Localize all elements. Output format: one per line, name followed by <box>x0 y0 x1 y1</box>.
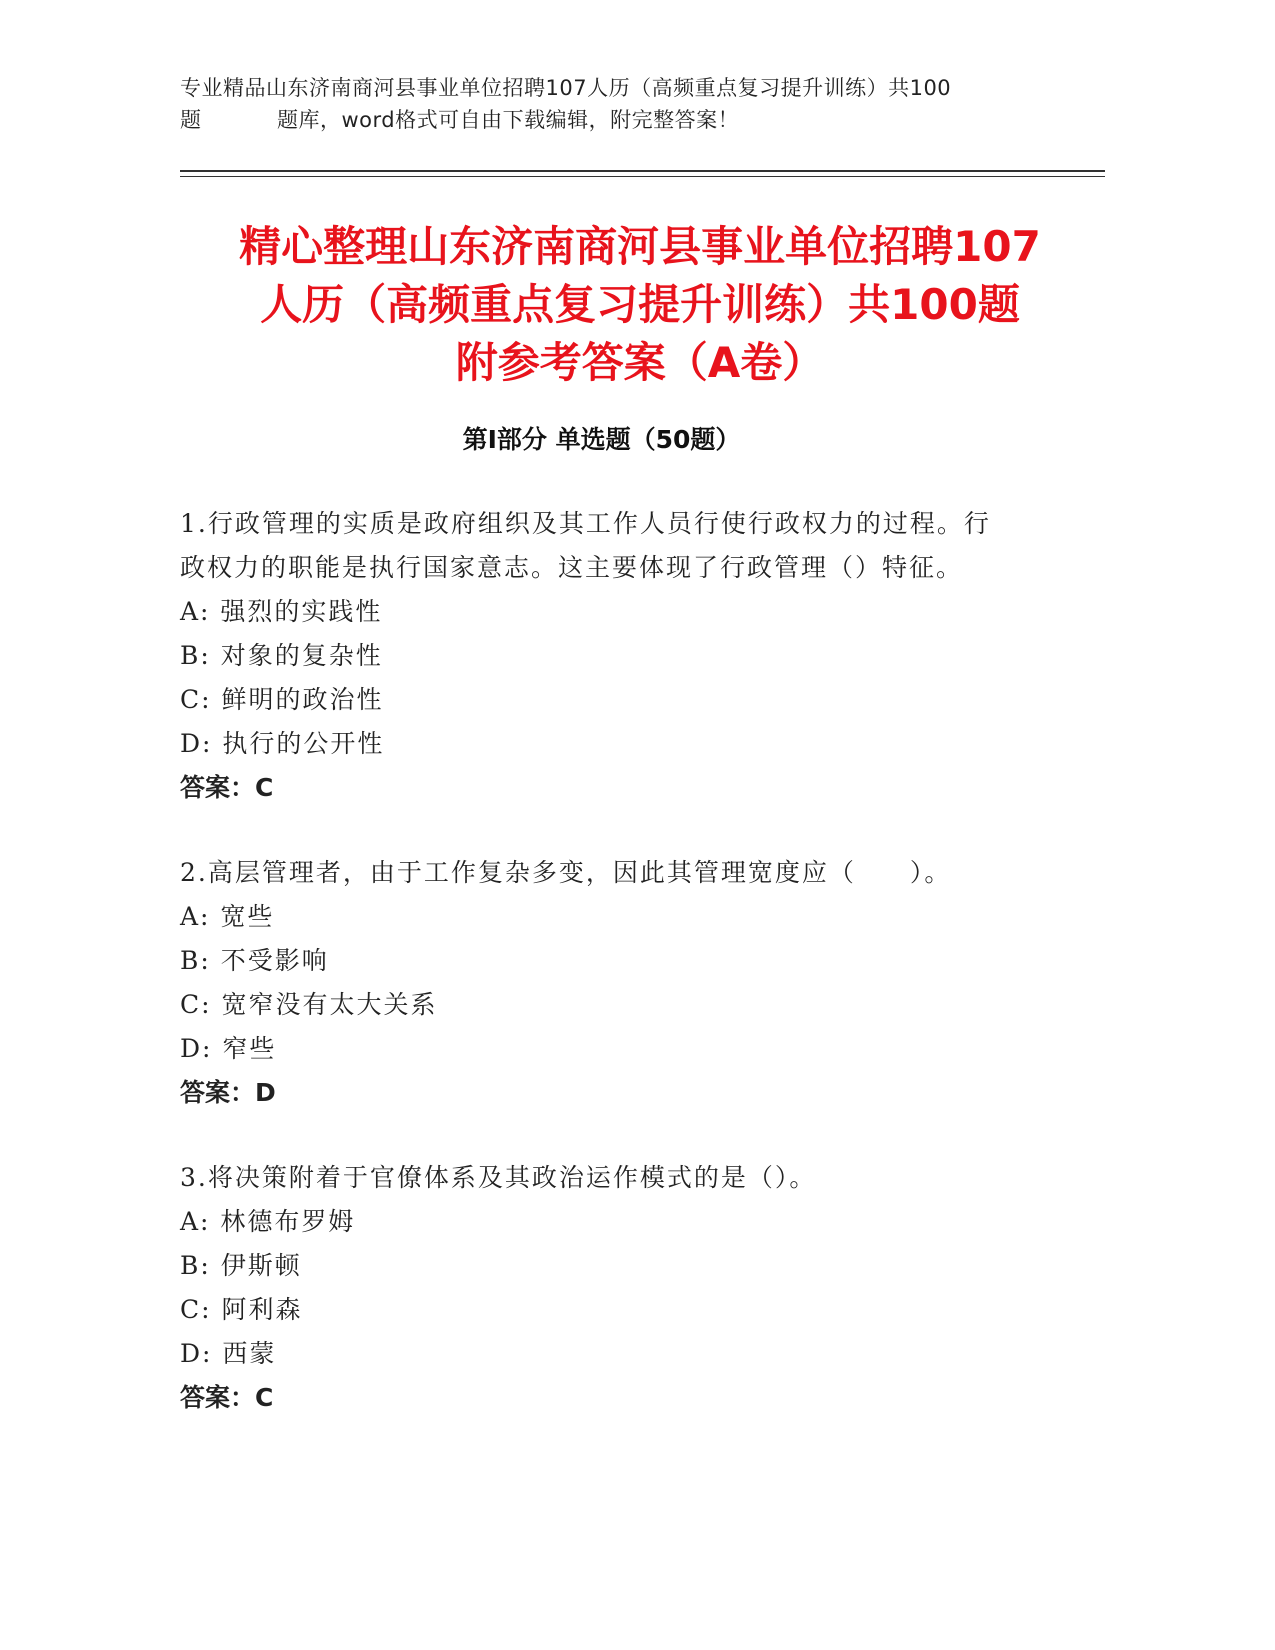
header-divider-thin <box>180 176 1105 177</box>
header-line-2-text: 题库，word格式可自由下载编辑，附完整答案！ <box>277 108 740 132</box>
document-title <box>140 218 1140 392</box>
question-stem-line: 2.高层管理者，由于工作复杂多变，因此其管理宽度应（ ）。 <box>180 858 952 887</box>
title-line-1: 精心整理山东济南商河县事业单位招聘107 <box>239 222 1041 271</box>
title-line-2: 人历（高频重点复习提升训练）共100题 <box>260 280 1020 329</box>
header-line-2 <box>180 104 1080 136</box>
option-c: C: 鲜明的政治性 <box>180 685 384 714</box>
option-b: B: 不受影响 <box>180 946 329 975</box>
answer: 答案：C <box>180 1383 274 1412</box>
question-stem-line: 政权力的职能是执行国家意志。这主要体现了行政管理（）特征。 <box>180 553 964 582</box>
option-b: B: 伊斯顿 <box>180 1251 302 1280</box>
question-1 <box>180 502 1040 810</box>
option-d: D: 窄些 <box>180 1034 277 1063</box>
option-a: A: 强烈的实践性 <box>180 597 383 626</box>
answer: 答案：C <box>180 773 274 802</box>
document-header <box>180 72 1080 136</box>
question-2 <box>180 851 1040 1115</box>
title-line-3: 附参考答案（A卷） <box>455 338 825 387</box>
header-line-1: 专业精品山东济南商河县事业单位招聘107人历（高频重点复习提升训练）共100 <box>180 76 952 100</box>
option-b: B: 对象的复杂性 <box>180 641 383 670</box>
option-d: D: 西蒙 <box>180 1339 277 1368</box>
header-divider-thick <box>180 170 1105 172</box>
option-a: A: 宽些 <box>180 902 275 931</box>
question-stem-line: 3.将决策附着于官僚体系及其政治运作模式的是（）。 <box>180 1163 817 1192</box>
option-c: C: 阿利森 <box>180 1295 303 1324</box>
header-line-2-start: 题 <box>180 108 202 132</box>
answer: 答案：D <box>180 1078 276 1107</box>
question-stem-line: 1.行政管理的实质是政府组织及其工作人员行使行政权力的过程。行 <box>180 509 991 538</box>
section-heading: 第Ⅰ部分 单选题（50题） <box>462 425 741 454</box>
option-d: D: 执行的公开性 <box>180 729 385 758</box>
option-a: A: 林德布罗姆 <box>180 1207 356 1236</box>
option-c: C: 宽窄没有太大关系 <box>180 990 438 1019</box>
question-3 <box>180 1156 1040 1420</box>
